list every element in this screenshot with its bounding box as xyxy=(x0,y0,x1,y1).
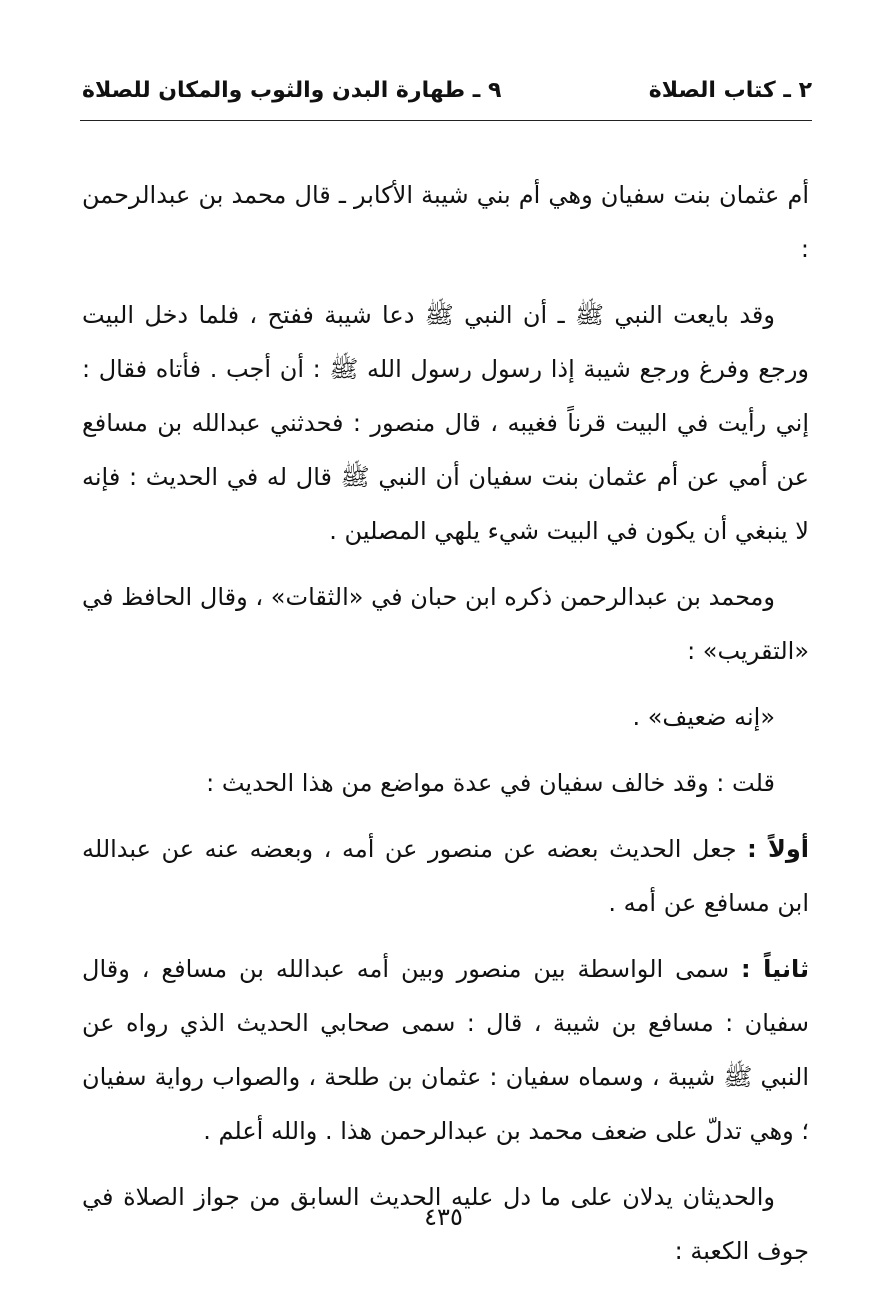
paragraph-hadith-narration: وقد بايعت النبي ﷺ ـ أن النبي ﷺ دعا شيبة ففتح ، فلما دخل البيت ورجع وفرغ ورجع شيبة إذا رسول رسول الله ﷺ : أن أجب . فأتاه فقال : إني رأيت في البيت قرناً فغيبه ، قال منصور : فحدثني عبدالله بن مسافع عن أمي عن أم عثمان بنت سفيان أن النبي ﷺ قال له في الحديث : فإنه لا ينبغي أن يكون في البيت شيء يلهي المصلين . xyxy=(82,301,809,545)
point-second-text: سمى الواسطة بين منصور وبين أمه عبدالله بن مسافع ، وقال سفيان : مسافع بن شيبة ، قال : سمى صحابي الحديث الذي رواه عن النبي ﷺ شيبة ، وسماه سفيان : عثمان بن طلحة ، والصواب رواية سفيان ؛ وهي تدلّ على ضعف محمد بن عبدالرحمن هذا . والله أعلم . xyxy=(82,955,809,1145)
point-first-lead: أولاً : xyxy=(747,835,810,863)
book-title: ٢ ـ كتاب الصلاة xyxy=(648,78,812,103)
point-first xyxy=(82,822,809,930)
point-second-lead: ثانياً : xyxy=(740,955,810,983)
page-body xyxy=(82,168,809,1290)
paragraph-narrator-note: ومحمد بن عبدالرحمن ذكره ابن حبان في «الثقات» ، وقال الحافظ في «التقريب» : xyxy=(82,583,809,665)
paragraph-remark: قلت : وقد خالف سفيان في عدة مواضع من هذا الحديث : xyxy=(206,769,775,797)
paragraph-closing: والحديثان يدلان على ما دل عليه الحديث السابق من جواز الصلاة في جوف الكعبة : xyxy=(82,1183,809,1265)
running-header xyxy=(82,78,812,118)
chapter-title: ٩ ـ طهارة البدن والثوب والمكان للصلاة xyxy=(82,78,502,103)
header-divider xyxy=(80,120,812,121)
point-first-text: جعل الحديث بعضه عن منصور عن أمه ، وبعضه عنه عن عبدالله ابن مسافع عن أمه . xyxy=(82,835,809,917)
page-number: ٤٣٥ xyxy=(424,1203,463,1231)
paragraph-quote: «إنه ضعيف» . xyxy=(632,703,775,731)
point-second xyxy=(82,942,809,1158)
paragraph-continuation: أم عثمان بنت سفيان وهي أم بني شيبة الأكابر ـ قال محمد بن عبدالرحمن : xyxy=(82,181,809,263)
